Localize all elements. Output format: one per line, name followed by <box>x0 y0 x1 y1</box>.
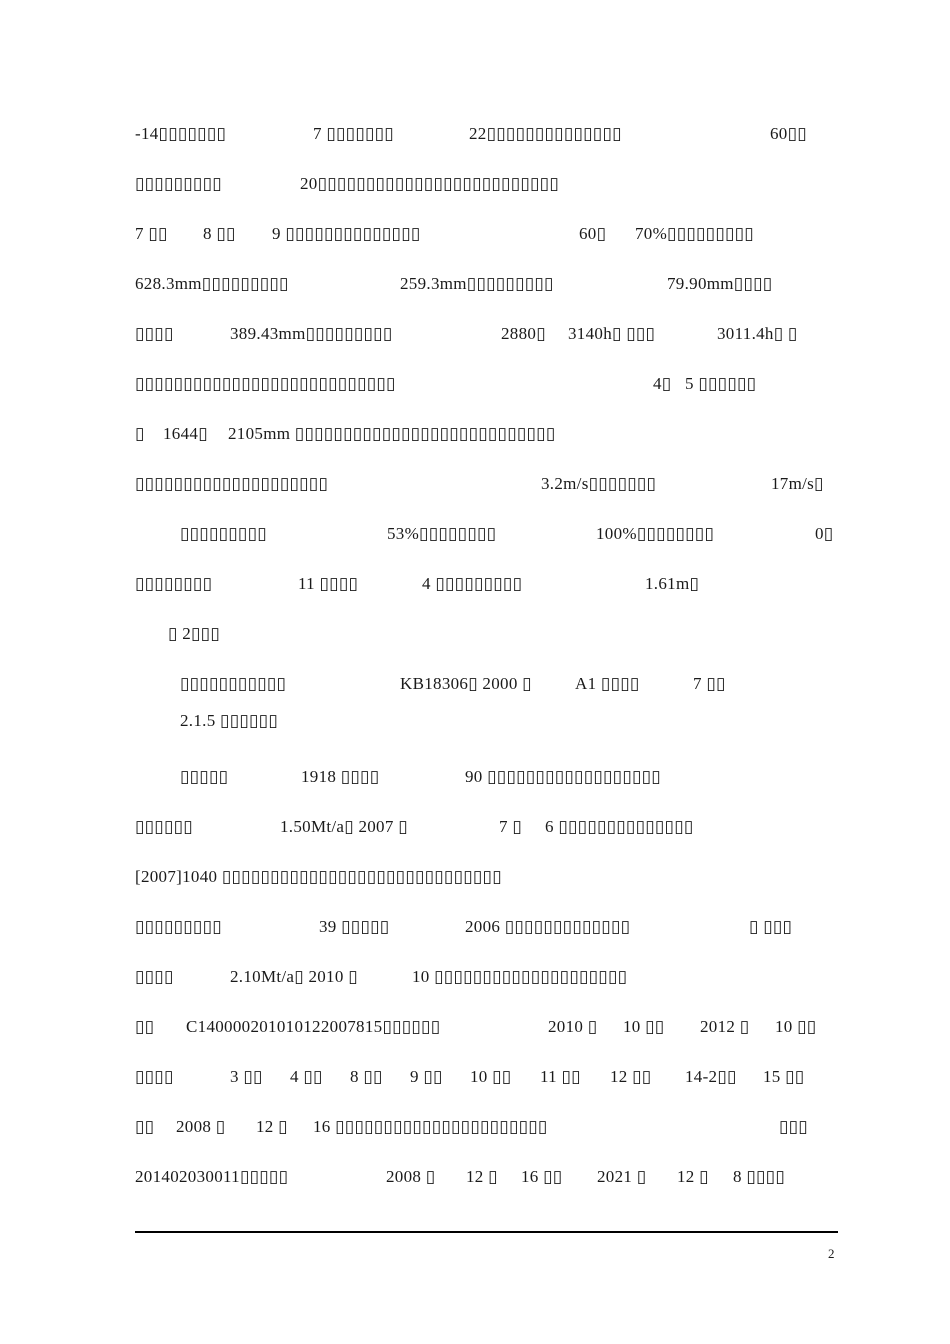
text-segment: 8 ▯▯ <box>203 224 236 243</box>
text-segment: 1.50Mt/a▯ 2007 ▯ <box>280 817 408 836</box>
text-segment: ▯▯▯▯▯▯▯▯ <box>135 574 213 593</box>
text-segment: 7 ▯▯ <box>135 224 168 243</box>
text-segment: 2.1.5 ▯▯▯▯▯▯ <box>180 711 278 730</box>
text-segment: 6 ▯▯▯▯▯▯▯▯▯▯▯▯▯▯ <box>545 817 694 836</box>
text-segment: ▯▯▯▯ <box>135 324 174 343</box>
text-segment: ▯▯ <box>135 1017 155 1036</box>
text-segment: 70%▯▯▯▯▯▯▯▯▯ <box>635 224 754 243</box>
text-segment: 3011.4h▯ ▯ <box>717 324 798 343</box>
text-segment: 60▯ <box>579 224 607 243</box>
text-segment: 2.10Mt/a▯ 2010 ▯ <box>230 967 358 986</box>
text-segment: 14-2▯▯ <box>685 1067 737 1086</box>
text-line <box>0 122 950 152</box>
text-line <box>0 815 950 845</box>
text-segment: ▯▯▯▯▯▯▯▯▯▯▯▯▯▯▯▯▯▯▯▯ <box>135 474 329 493</box>
text-segment: 2008 ▯ <box>386 1167 436 1186</box>
text-segment: 10 ▯▯ <box>470 1067 512 1086</box>
text-segment: 1.61m▯ <box>645 574 700 593</box>
text-segment: 7 ▯▯ <box>693 674 726 693</box>
text-segment: 22▯▯▯▯▯▯▯▯▯▯▯▯▯▯ <box>469 124 622 143</box>
text-segment: 4▯ <box>653 374 672 393</box>
text-line <box>0 472 950 502</box>
text-segment: 8 ▯▯ <box>350 1067 383 1086</box>
text-line <box>0 965 950 995</box>
footer-rule <box>135 1231 838 1233</box>
text-segment: ▯▯▯▯▯▯ <box>135 817 193 836</box>
text-segment: 3 ▯▯ <box>230 1067 263 1086</box>
text-line <box>0 1065 950 1095</box>
text-segment: 16 ▯▯▯▯▯▯▯▯▯▯▯▯▯▯▯▯▯▯▯▯▯▯ <box>313 1117 548 1136</box>
text-segment: 0▯ <box>815 524 834 543</box>
text-segment: 7 ▯ <box>499 817 523 836</box>
text-line <box>0 622 950 652</box>
text-segment: 11 ▯▯▯▯ <box>298 574 359 593</box>
text-segment: 5 ▯▯▯▯▯▯ <box>685 374 757 393</box>
text-segment: 11 ▯▯ <box>540 1067 581 1086</box>
text-segment: ▯▯▯▯ <box>135 1067 174 1086</box>
text-segment: 1918 ▯▯▯▯ <box>301 767 380 786</box>
text-segment: 201402030011▯▯▯▯▯ <box>135 1167 289 1186</box>
page-number: 2 <box>828 1246 835 1261</box>
text-segment: 2880▯ <box>501 324 546 343</box>
text-segment: 1644▯ <box>163 424 208 443</box>
text-segment: 259.3mm▯▯▯▯▯▯▯▯▯ <box>400 274 554 293</box>
text-segment: 90 ▯▯▯▯▯▯▯▯▯▯▯▯▯▯▯▯▯▯ <box>465 767 661 786</box>
text-line <box>0 672 950 702</box>
text-segment: C140000201010122007815▯▯▯▯▯▯ <box>186 1017 441 1036</box>
text-segment: 3.2m/s▯▯▯▯▯▯▯ <box>541 474 657 493</box>
text-segment: 12 ▯ <box>677 1167 709 1186</box>
text-segment: 10 ▯▯▯▯▯▯▯▯▯▯▯▯▯▯▯▯▯▯▯▯ <box>412 967 628 986</box>
text-line <box>0 172 950 202</box>
text-segment: 2006 ▯▯▯▯▯▯▯▯▯▯▯▯▯ <box>465 917 631 936</box>
text-segment: 4 ▯▯▯▯▯▯▯▯▯ <box>422 574 523 593</box>
text-segment: -14▯▯▯▯▯▯▯ <box>135 124 227 143</box>
text-segment: ▯▯▯▯▯▯▯▯▯▯▯▯▯▯▯▯▯▯▯▯▯▯▯▯▯▯▯ <box>135 374 396 393</box>
text-segment: ▯▯▯ <box>779 1117 808 1136</box>
text-line <box>0 222 950 252</box>
text-line <box>0 865 950 895</box>
text-segment: 12 ▯ <box>256 1117 288 1136</box>
text-segment: KB18306▯ 2000 ▯ <box>400 674 532 693</box>
text-segment: 39 ▯▯▯▯▯ <box>319 917 390 936</box>
text-line <box>0 522 950 552</box>
text-segment: [2007]1040 ▯▯▯▯▯▯▯▯▯▯▯▯▯▯▯▯▯▯▯▯▯▯▯▯▯▯▯▯▯ <box>135 867 502 886</box>
text-segment: ▯ <box>135 424 145 443</box>
text-segment: 9 ▯▯ <box>410 1067 443 1086</box>
text-line <box>0 1165 950 1195</box>
text-segment: A1 ▯▯▯▯ <box>575 674 640 693</box>
text-segment: ▯ 2▯▯▯ <box>168 624 220 643</box>
text-line <box>0 572 950 602</box>
text-line <box>0 422 950 452</box>
text-segment: ▯▯▯▯▯▯▯▯▯ <box>135 174 222 193</box>
text-segment: 53%▯▯▯▯▯▯▯▯ <box>387 524 497 543</box>
text-segment: 10 ▯▯ <box>775 1017 817 1036</box>
text-line <box>0 765 950 795</box>
text-segment: 389.43mm▯▯▯▯▯▯▯▯▯ <box>230 324 393 343</box>
text-segment: 4 ▯▯ <box>290 1067 323 1086</box>
text-segment: 2008 ▯ <box>176 1117 226 1136</box>
text-segment: ▯▯▯▯▯▯▯▯▯ <box>180 524 267 543</box>
text-segment: ▯▯▯▯▯▯▯▯▯▯▯ <box>180 674 287 693</box>
text-line <box>0 709 950 739</box>
text-line <box>0 372 950 402</box>
text-segment: 2021 ▯ <box>597 1167 647 1186</box>
text-segment: 60▯▯ <box>770 124 807 143</box>
text-segment: 2105mm ▯▯▯▯▯▯▯▯▯▯▯▯▯▯▯▯▯▯▯▯▯▯▯▯▯▯▯ <box>228 424 556 443</box>
text-segment: ▯ ▯▯▯ <box>749 917 793 936</box>
text-segment: 16 ▯▯ <box>521 1167 563 1186</box>
text-segment: 9 ▯▯▯▯▯▯▯▯▯▯▯▯▯▯ <box>272 224 421 243</box>
text-segment: 2010 ▯ <box>548 1017 598 1036</box>
text-segment: 7 ▯▯▯▯▯▯▯ <box>313 124 394 143</box>
text-segment: 100%▯▯▯▯▯▯▯▯ <box>596 524 715 543</box>
text-segment: 628.3mm▯▯▯▯▯▯▯▯▯ <box>135 274 289 293</box>
text-segment: 15 ▯▯ <box>763 1067 805 1086</box>
text-line <box>0 915 950 945</box>
text-segment: 12 ▯▯ <box>610 1067 652 1086</box>
text-line <box>0 1015 950 1045</box>
text-line <box>0 272 950 302</box>
text-segment: ▯▯ <box>135 1117 155 1136</box>
text-line <box>0 322 950 352</box>
text-segment: 8 ▯▯▯▯ <box>733 1167 785 1186</box>
text-segment: 10 ▯▯ <box>623 1017 665 1036</box>
text-segment: ▯▯▯▯ <box>135 967 174 986</box>
text-segment: 20▯▯▯▯▯▯▯▯▯▯▯▯▯▯▯▯▯▯▯▯▯▯▯▯▯ <box>300 174 559 193</box>
text-line <box>0 1115 950 1145</box>
text-segment: 3140h▯ ▯▯▯ <box>568 324 656 343</box>
text-segment: ▯▯▯▯▯ <box>180 767 229 786</box>
text-segment: 2012 ▯ <box>700 1017 750 1036</box>
text-segment: ▯▯▯▯▯▯▯▯▯ <box>135 917 222 936</box>
text-segment: 12 ▯ <box>466 1167 498 1186</box>
text-segment: 79.90mm▯▯▯▯ <box>667 274 773 293</box>
text-segment: 17m/s▯ <box>771 474 824 493</box>
